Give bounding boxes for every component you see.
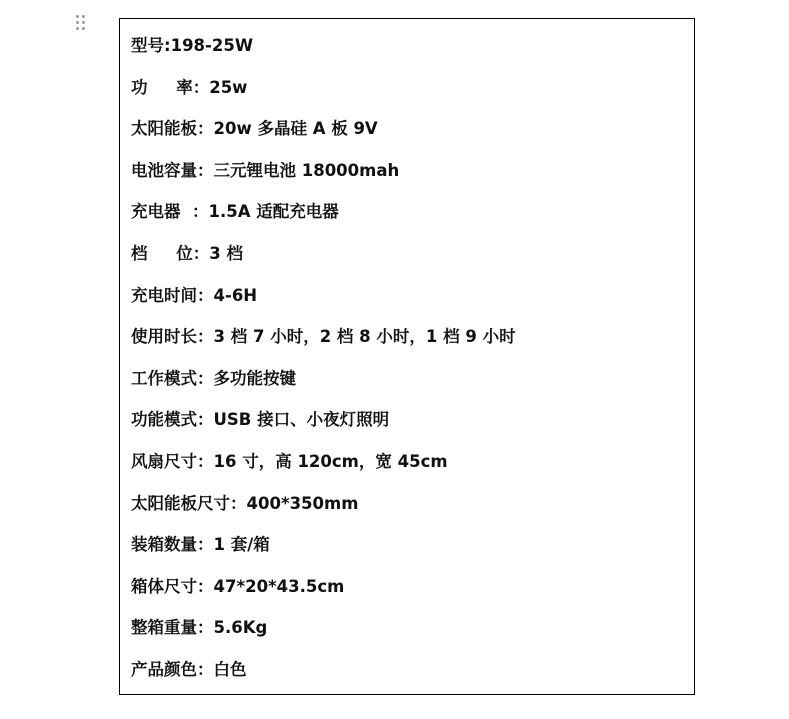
drag-dot: [76, 15, 79, 18]
drag-dot: [76, 21, 79, 24]
spec-solar-panel: 太阳能板：20w 多晶硅 A 板 9V: [131, 119, 378, 139]
spec-work-mode: 工作模式：多功能按键: [131, 368, 296, 388]
drag-handle-icon[interactable]: [76, 15, 86, 31]
spec-usage-time: 使用时长：3 档 7 小时，2 档 8 小时，1 档 9 小时: [131, 327, 516, 347]
spec-speed-levels: 档 位：3 档: [131, 243, 243, 263]
drag-dot: [76, 27, 79, 30]
spec-charger: 充电器 ：1.5A 适配充电器: [131, 202, 339, 222]
spec-carton-weight: 整箱重量：5.6Kg: [131, 618, 268, 638]
spec-battery-capacity: 电池容量：三元锂电池 18000mah: [131, 160, 400, 180]
product-spec-table[interactable]: [119, 18, 695, 695]
spec-fan-size: 风扇尺寸：16 寸，高 120cm，宽 45cm: [131, 451, 448, 471]
spec-product-color: 产品颜色：白色: [131, 659, 247, 679]
spec-charging-time: 充电时间：4-6H: [131, 285, 258, 305]
spec-power: 功 率：25w: [131, 77, 248, 97]
drag-dot: [82, 15, 85, 18]
spec-list: [131, 34, 516, 700]
drag-dot: [82, 27, 85, 30]
spec-packing-quantity: 装箱数量：1 套/箱: [131, 535, 270, 555]
spec-function-mode: 功能模式：USB 接口、小夜灯照明: [131, 410, 390, 430]
drag-dot: [82, 21, 85, 24]
spec-model: 型号:198-25W: [131, 36, 254, 55]
spec-carton-size: 箱体尺寸：47*20*43.5cm: [131, 576, 345, 596]
spec-solar-panel-size: 太阳能板尺寸：400*350mm: [131, 493, 359, 513]
